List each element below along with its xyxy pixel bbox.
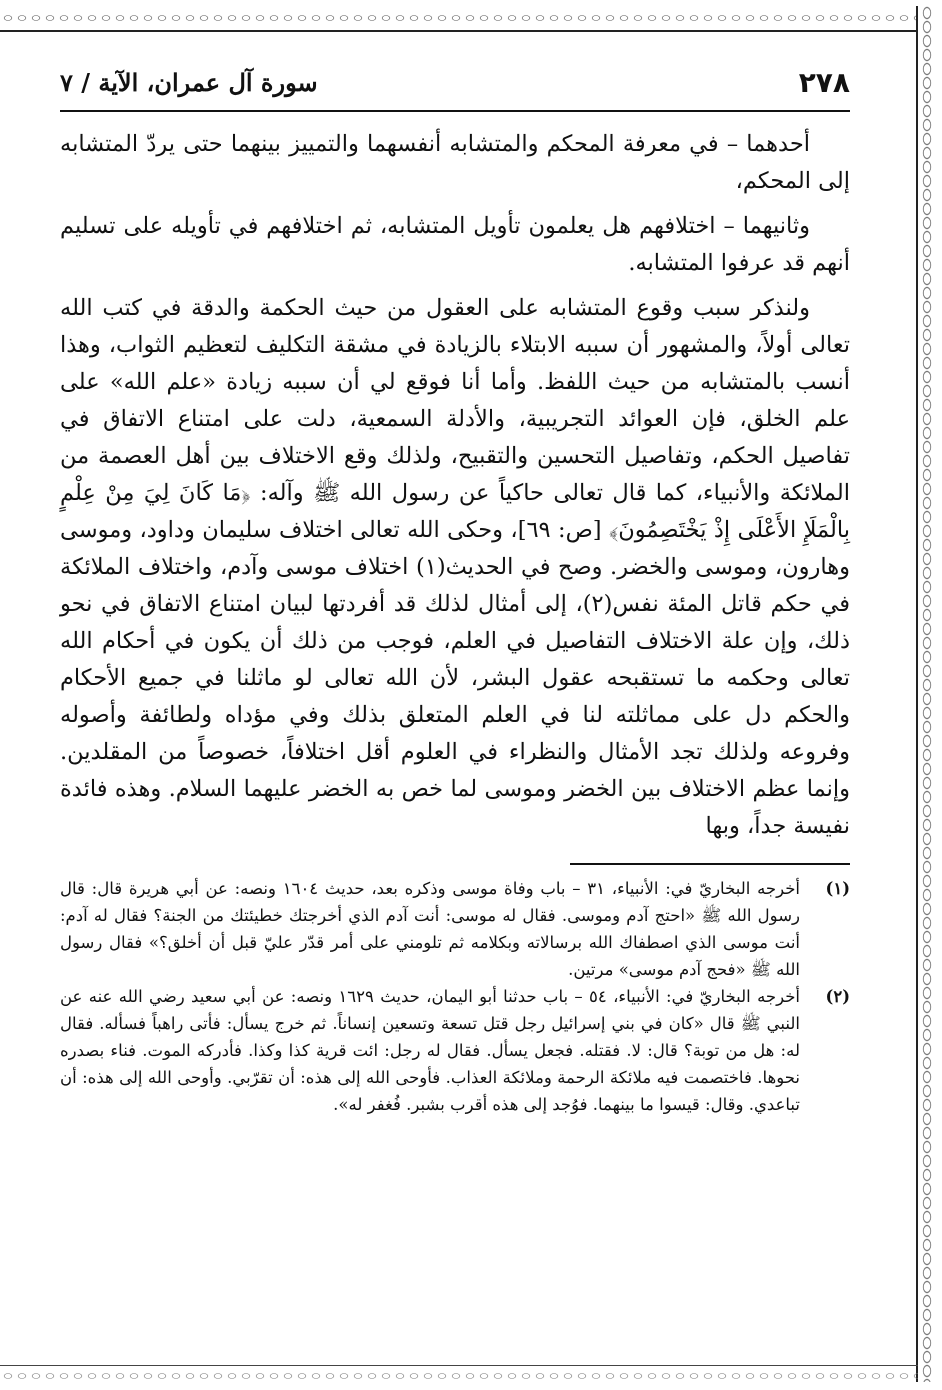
footnote-separator xyxy=(570,863,850,865)
page-border-bottom xyxy=(0,1365,918,1386)
main-text xyxy=(60,126,850,845)
footnote-text: أخرجه البخاريّ في: الأنبياء، ٣١ – باب وفاة موسى وذكره بعد، حديث ١٦٠٤ ونصه: عن أبي هريرة قال: قال رسول الله ﷺ «احتج آدم وموسى. فقال له موسى: أنت آدم الذي أخرجتك خطيئتك من الجنة؟ فقال له آدم: أنت موسى الذي اصطفاك الله برسالاته وبكلامه ثم تلومني على أمر قدّر عليّ قبل أن أخلق؟» فقال رسول الله ﷺ «فحج آدم موسى» مرتين. xyxy=(60,879,801,979)
paragraph: ولنذكر سبب وقوع المتشابه على العقول من حيث الحكمة والدقة في كتب الله تعالى أولاً، والمشهور أن سببه الابتلاء بالزيادة في مشقة التكليف لتعظيم الثواب، وهذا أنسب بالمتشابه من حيث اللفظ. وأما أنا فوقع لي أن سببه زيادة «علم الله» على علم الخلق، فإن العوائد التجريبية، والأدلة السمعية، دلت على امتناع الاتفاق في تفاصيل الحكم، وتفاصيل التحسين والتقبيح، ولذلك وقع الاختلاف بين أهل العصمة من الملائكة والأنبياء، كما قال تعالى حاكياً عن رسول الله ﷺ وآله: ﴿مَا كَانَ لِيَ مِنْ عِلْمٍ بِالْمَلَإِ الأَعْلَى إِذْ يَخْتَصِمُونَ﴾ [ص: ٦٩]، وحكى الله تعالى اختلاف سليمان وداود، وموسى وهارون، وموسى والخضر. وصح في الحديث(١) اختلاف موسى وآدم، واختلاف الملائكة في حكم قاتل المئة نفس(٢)، إلى أمثال لذلك قد أفردتها لبيان امتناع الاتفاق في نحو ذلك، وإن علة الاختلاف التفاصيل في العلم، فوجب من ذلك أن يكون في أحكام الله تعالى وحكمه ما تستقبحه عقول البشر، لأن الله تعالى لو ماثلنا في جميع الأحكام والحكم دل على مماثلته لنا في العلم المتعلق بذلك وفي مؤداه ولطائفة وأصوله وفروعه ولذلك تجد الأمثال والنظراء في العلوم أقل اختلافاً، خصوصاً من المقلدين. وإنما عظم الاختلاف بين الخضر وموسى لما خص به الخضر عليهما السلام. وهذه فائدة نفيسة جداً، وبها xyxy=(60,295,850,839)
running-title: سورة آل عمران، الآية / ٧ xyxy=(60,67,318,97)
footnote-number: (١) xyxy=(825,879,850,898)
footnote-text: أخرجه البخاريّ في: الأنبياء، ٥٤ – باب حدثنا أبو اليمان، حديث ١٦٢٩ ونصه: عن أبي سعيد رضي الله عنه عن النبي ﷺ قال «كان في بني إسرائيل رجل قتل تسعة وتسعين إنساناً. ثم خرج يسأل: فأتى راهباً فسأله. فقال له: هل من توبة؟ قال: لا. فقتله. فجعل يسأل. فقال له رجل: ائت قرية كذا وكذا. فأدركه الموت. فناء بصدره نحوها. فاختصمت فيه ملائكة الرحمة وملائكة العذاب. فأوحى الله إلى هذه: أن تقرّبي. وأوحى الله إلى هذه: أن تباعدي. وقال: قيسوا ما بينهما. فوُجد إلى هذه أقرب بشبر. فُغفر له». xyxy=(60,987,800,1114)
paragraph: وثانيهما – اختلافهم هل يعلمون تأويل المتشابه، ثم اختلافهم في تأويله على تسليم أنهم قد عرفوا المتشابه. xyxy=(60,213,850,276)
page-border-right xyxy=(916,6,936,1382)
page-header xyxy=(60,60,850,112)
page-number: ٢٧٨ xyxy=(798,65,850,99)
footnotes xyxy=(60,875,850,1118)
footnote xyxy=(60,875,850,983)
footnote xyxy=(60,983,850,1118)
footnote-number: (٢) xyxy=(825,987,850,1006)
book-page xyxy=(60,60,850,1118)
paragraph: أحدهما – في معرفة المحكم والمتشابه أنفسهما والتمييز بينهما حتى يردّ المتشابه إلى المحكم، xyxy=(60,131,850,194)
page-border-top xyxy=(0,6,918,32)
